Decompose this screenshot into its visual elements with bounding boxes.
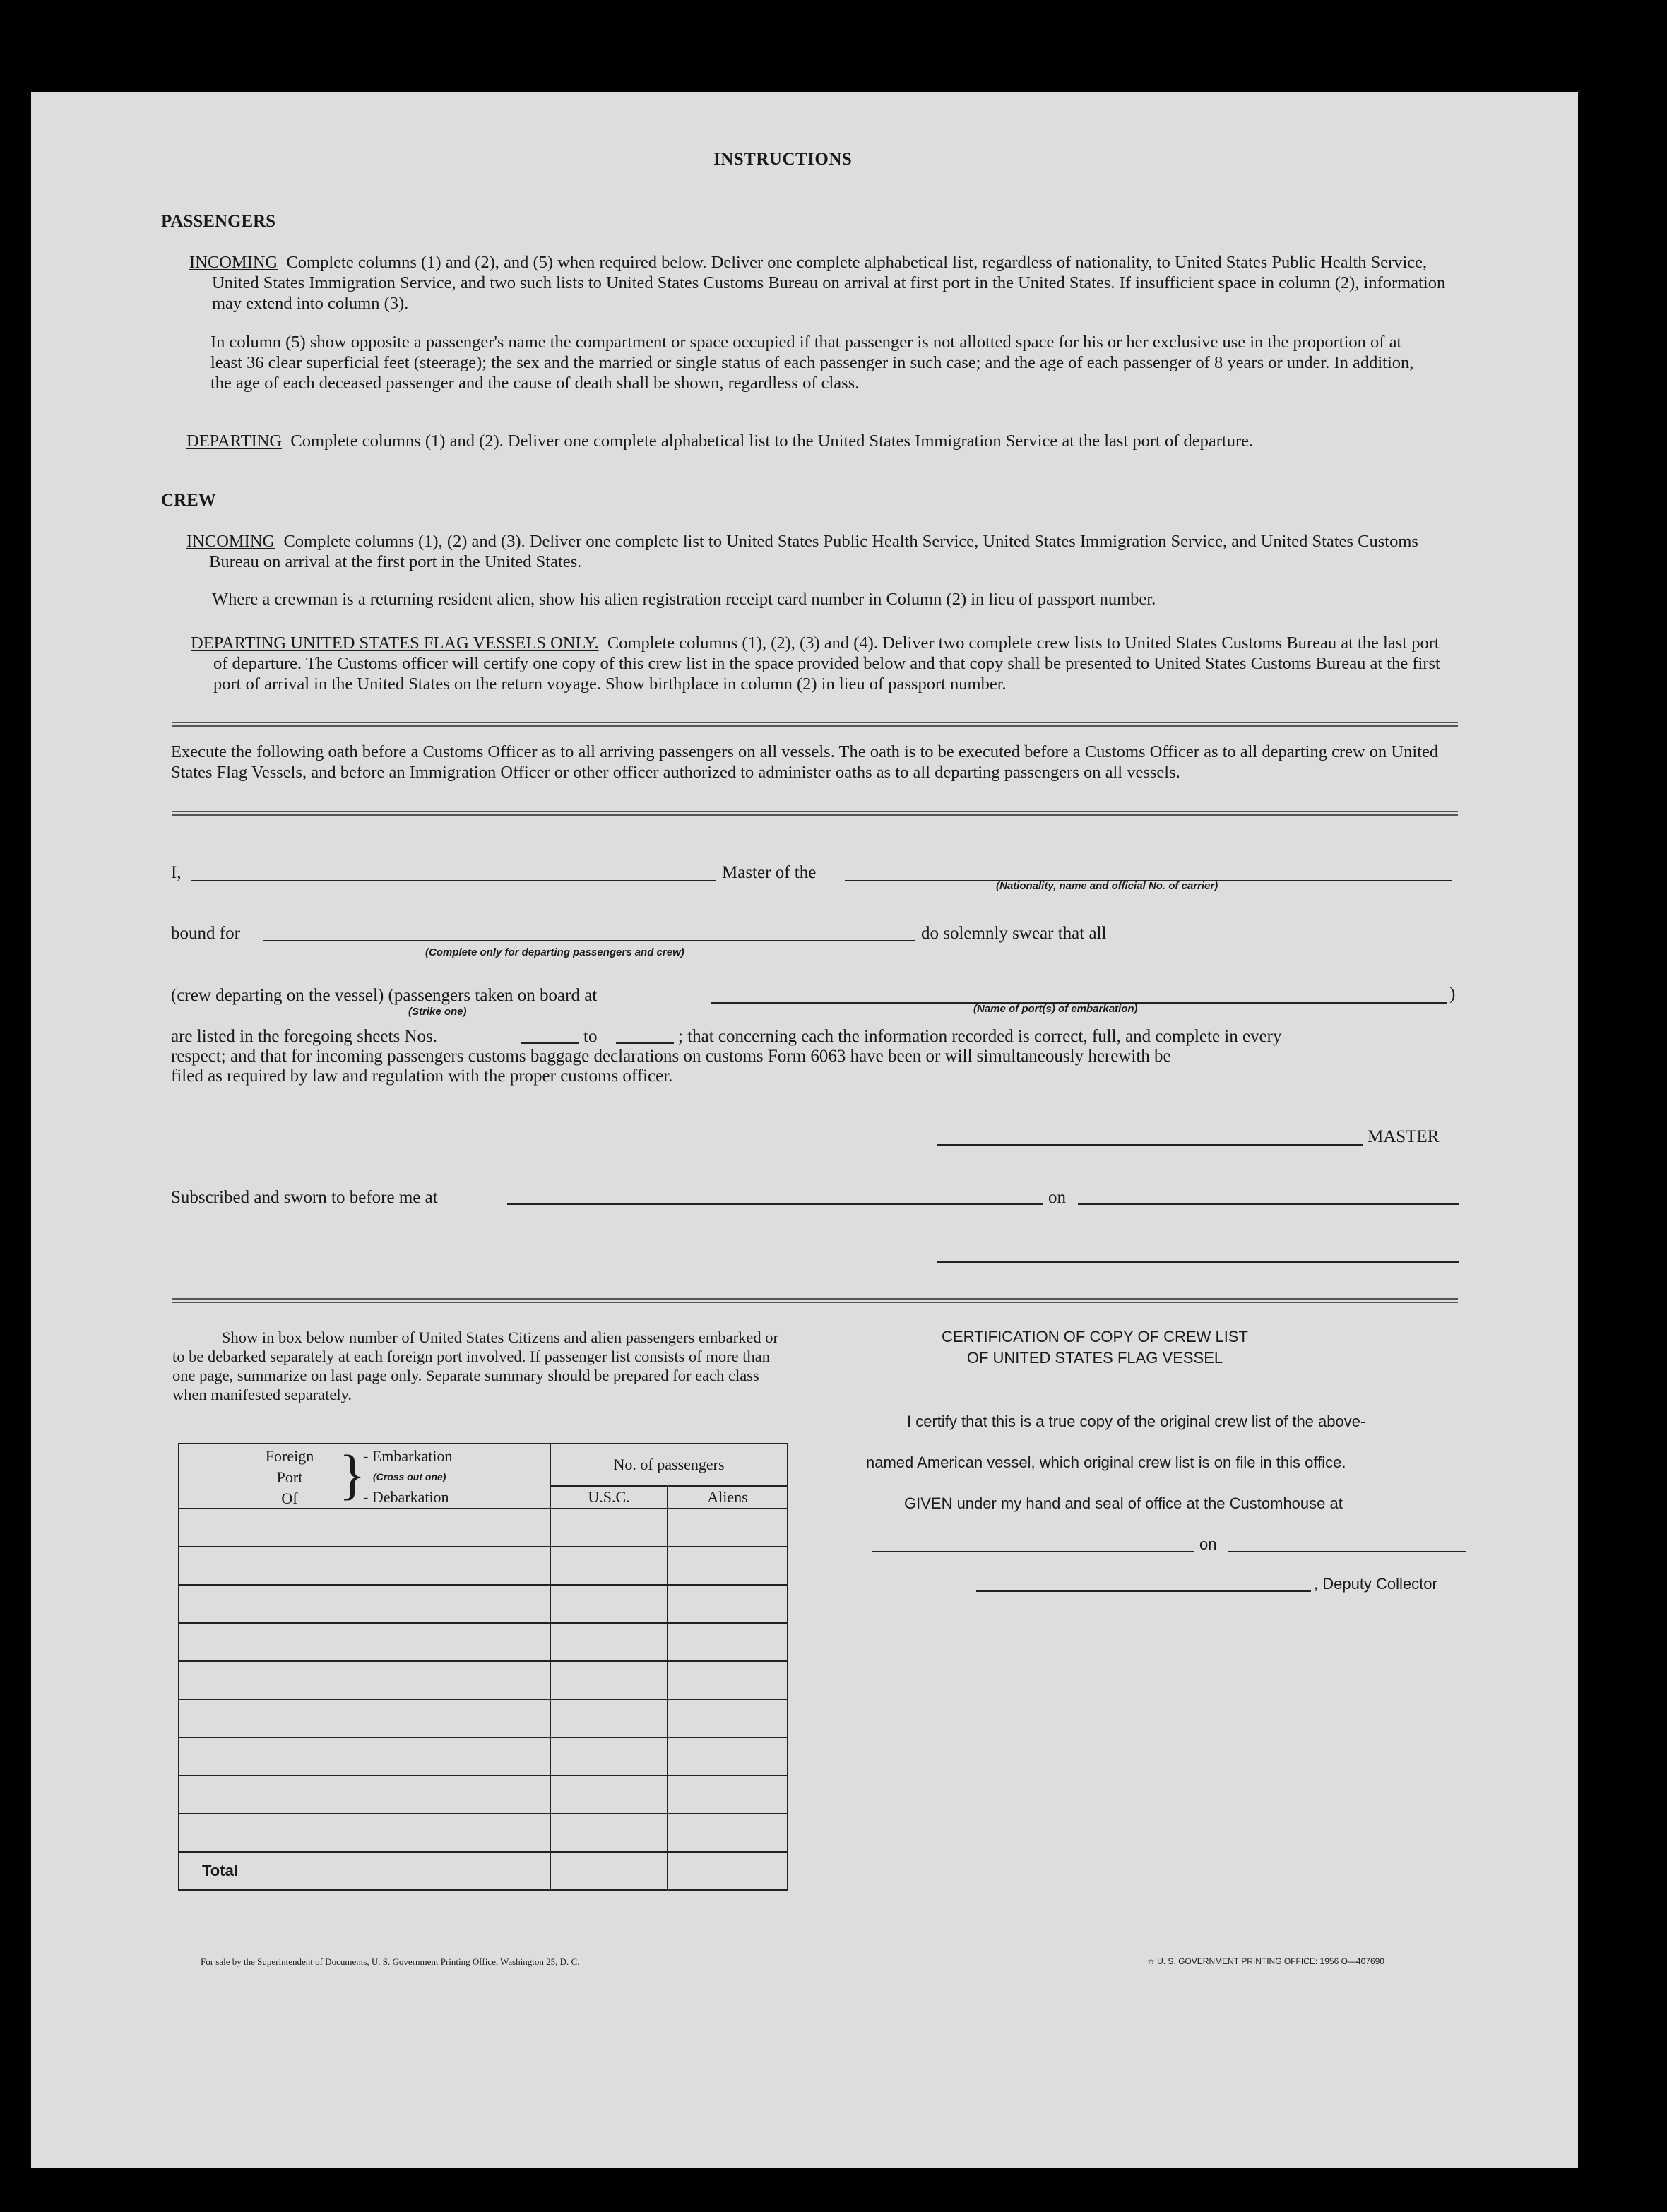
passengers-departing-paragraph — [186, 431, 1454, 451]
crew-departing-text: Complete columns (1), (2), (3) and (4). Deliver two complete crew lists to United States Customs Bureau at the last port of departure. The Customs officer will certify one copy of this crew list in the space provided below and that copy shall be presented to United States Customs Bureau at the first port of arrival in the United States on the return voyage. Show birthplace in column (2) in lieu of passport number. — [213, 634, 1440, 694]
total-row — [179, 1852, 788, 1890]
master-of-the-label: Master of the — [722, 863, 817, 882]
sheet-to-field[interactable] — [616, 1042, 674, 1044]
certification-line-2: named American vessel, which original crew list is on file in this office. — [866, 1453, 1346, 1471]
close-paren: ) — [1449, 985, 1456, 1004]
oath-instructions: Execute the following oath before a Customs Officer as to all arriving passengers on all vessels. The oath is to be executed before a Customs Officer as to all departing crew on United States Flag Vessels, and before an Immigration Officer or other officer authorized to administer oaths as to all departing passengers on all vessels. — [171, 742, 1439, 782]
passengers-incoming-label: INCOMING — [189, 253, 278, 272]
passenger-summary-table — [178, 1443, 788, 1891]
foreign-port-header — [179, 1444, 550, 1509]
port-cell[interactable] — [179, 1623, 550, 1661]
passengers-departing-text: Complete columns (1) and (2). Deliver one complete alphabetical list to the United States Immigration Service at the last port of departure. — [290, 432, 1254, 451]
port-cell[interactable] — [179, 1814, 550, 1852]
passengers-incoming-text: Complete columns (1) and (2), and (5) when required below. Deliver one complete alphabetical list, regardless of nationality, to United States Public Health Service, United States Immigration Service, and two such lists to United States Customs Bureau on arrival at first port in the United States. If insufficient space in column (2), information may extend into column (3). — [212, 253, 1446, 313]
sheet-from-field[interactable] — [521, 1042, 579, 1044]
passengers-heading: PASSENGERS — [161, 212, 276, 231]
table-row — [179, 1585, 788, 1623]
aliens-cell[interactable] — [668, 1699, 788, 1737]
passengers-departing-label: DEPARTING — [186, 432, 283, 451]
summary-instructions: Show in box below number of United States Citizens and alien passengers embarked or to be debarked separately at each foreign port involved. If passenger list consists of more than one page, summarize on last page only. Separate summary should be prepared for each class when manifested separately. — [172, 1328, 778, 1403]
sworn-place-field[interactable] — [507, 1203, 1043, 1205]
port-cell[interactable] — [179, 1509, 550, 1547]
port-caption: (Name of port(s) of embarkation) — [973, 1003, 1138, 1015]
crew-departing-label: DEPARTING UNITED STATES FLAG VESSELS ONLY. — [191, 634, 599, 653]
crew-passengers-label: (crew departing on the vessel) (passengers taken on board at — [171, 986, 598, 1005]
usc-cell[interactable] — [550, 1737, 668, 1776]
usc-cell[interactable] — [550, 1509, 668, 1547]
swear-label: do solemnly swear that all — [921, 924, 1107, 943]
usc-cell[interactable] — [550, 1699, 668, 1737]
certification-date-field[interactable] — [1228, 1551, 1466, 1552]
brace-icon: } — [339, 1444, 366, 1505]
aliens-cell[interactable] — [668, 1661, 788, 1699]
port-label: Port — [276, 1468, 303, 1486]
aliens-header: Aliens — [668, 1486, 788, 1509]
page-title: INSTRUCTIONS — [713, 150, 853, 169]
aliens-cell[interactable] — [668, 1814, 788, 1852]
port-cell[interactable] — [179, 1737, 550, 1776]
usc-total-cell[interactable] — [550, 1852, 668, 1890]
port-cell[interactable] — [179, 1585, 550, 1623]
crew-resident-paragraph: Where a crewman is a returning resident alien, show his alien registration receipt card number in Column (2) in lieu of passport number. — [212, 590, 1156, 609]
aliens-cell[interactable] — [668, 1737, 788, 1776]
usc-cell[interactable] — [550, 1661, 668, 1699]
aliens-cell[interactable] — [668, 1623, 788, 1661]
subscribed-label: Subscribed and sworn to before me at — [171, 1188, 438, 1207]
certification-line-1: I certify that this is a true copy of the original crew list of the above- — [907, 1413, 1366, 1430]
table-row — [179, 1547, 788, 1585]
port-cell[interactable] — [179, 1547, 550, 1585]
deputy-collector-label: , Deputy Collector — [1314, 1575, 1437, 1593]
carrier-caption: (Nationality, name and official No. of carrier) — [996, 880, 1218, 892]
divider — [172, 1298, 1458, 1303]
table-row — [179, 1699, 788, 1737]
usc-cell[interactable] — [550, 1814, 668, 1852]
aliens-cell[interactable] — [668, 1776, 788, 1814]
port-cell[interactable] — [179, 1776, 550, 1814]
respect-text: respect; and that for incoming passengers customs baggage declarations on customs Form 6063 have been or will simultaneously herewith be — [171, 1047, 1171, 1066]
port-cell[interactable] — [179, 1699, 550, 1737]
to-label: to — [583, 1027, 598, 1046]
customhouse-field[interactable] — [872, 1551, 1194, 1552]
port-cell[interactable] — [179, 1661, 550, 1699]
bound-for-caption: (Complete only for departing passengers and crew) — [425, 946, 684, 958]
total-label: Total — [179, 1852, 550, 1890]
usc-cell[interactable] — [550, 1776, 668, 1814]
master-label: MASTER — [1368, 1127, 1440, 1146]
divider — [172, 722, 1458, 727]
aliens-cell[interactable] — [668, 1585, 788, 1623]
footer-left: For sale by the Superintendent of Documents, U. S. Government Printing Office, Washington 25, D. C. — [201, 1956, 580, 1967]
crew-incoming-text: Complete columns (1), (2) and (3). Deliver one complete list to United States Public Health Service, United States Immigration Service, and United States Customs Bureau on arrival at the first port in the United States. — [209, 532, 1418, 571]
bound-for-label: bound for — [171, 924, 240, 943]
debarkation-label: - Debarkation — [363, 1488, 449, 1506]
usc-cell[interactable] — [550, 1547, 668, 1585]
oath-i-label: I, — [171, 863, 182, 882]
filed-text: filed as required by law and regulation with the proper customs officer. — [171, 1066, 673, 1086]
divider — [172, 811, 1458, 816]
passengers-column5-paragraph: In column (5) show opposite a passenger's name the compartment or space occupied if that passenger is not allotted space for his or her exclusive use in the proportion of at least 36 clear superficial feet (steerage); the sex and the married or single status of each passenger in such case; and the age of each passenger of 8 years or under. In addition, the age of each deceased passenger and the cause of death shall be shown, regardless of class. — [210, 333, 1414, 393]
bound-for-field[interactable] — [263, 940, 915, 941]
passengers-incoming-paragraph — [189, 252, 1454, 314]
sworn-date-field[interactable] — [1078, 1203, 1459, 1205]
table-row — [179, 1776, 788, 1814]
sworn-on-label: on — [1048, 1188, 1066, 1207]
certification-line-3: GIVEN under my hand and seal of office at the Customhouse at — [904, 1494, 1343, 1512]
strike-caption: (Strike one) — [408, 1006, 467, 1018]
embarkation-label: - Embarkation — [363, 1447, 453, 1465]
usc-header: U.S.C. — [550, 1486, 668, 1509]
listed-continued: ; that concerning each the information recorded is correct, full, and complete in every — [678, 1027, 1282, 1046]
listed-label: are listed in the foregoing sheets Nos. — [171, 1027, 437, 1046]
deputy-signature-field[interactable] — [976, 1590, 1311, 1592]
usc-cell[interactable] — [550, 1623, 668, 1661]
table-row — [179, 1814, 788, 1852]
table-row — [179, 1623, 788, 1661]
usc-cell[interactable] — [550, 1585, 668, 1623]
crew-incoming-paragraph — [186, 531, 1454, 572]
master-name-field[interactable] — [191, 880, 716, 881]
no-passengers-header: No. of passengers — [550, 1444, 788, 1486]
crew-incoming-label: INCOMING — [186, 532, 275, 551]
table-row — [179, 1661, 788, 1699]
aliens-total-cell[interactable] — [668, 1852, 788, 1890]
foreign-label: Foreign — [265, 1447, 314, 1465]
table-row — [179, 1737, 788, 1776]
officer-signature-field[interactable] — [937, 1261, 1459, 1263]
of-label: Of — [281, 1489, 298, 1507]
cross-out-caption: (Cross out one) — [373, 1471, 446, 1482]
master-signature-field[interactable] — [937, 1144, 1363, 1146]
certification-heading-2: OF UNITED STATES FLAG VESSEL — [966, 1349, 1223, 1367]
crew-departing-paragraph — [191, 633, 1454, 694]
crew-heading: CREW — [161, 491, 216, 510]
footer-right: ☆ U. S. GOVERNMENT PRINTING OFFICE: 1956 O—407690 — [1147, 1956, 1384, 1966]
aliens-cell[interactable] — [668, 1547, 788, 1585]
certification-heading-1: CERTIFICATION OF COPY OF CREW LIST — [942, 1328, 1248, 1345]
table-row — [179, 1509, 788, 1547]
aliens-cell[interactable] — [668, 1509, 788, 1547]
certification-on-label: on — [1199, 1535, 1217, 1553]
